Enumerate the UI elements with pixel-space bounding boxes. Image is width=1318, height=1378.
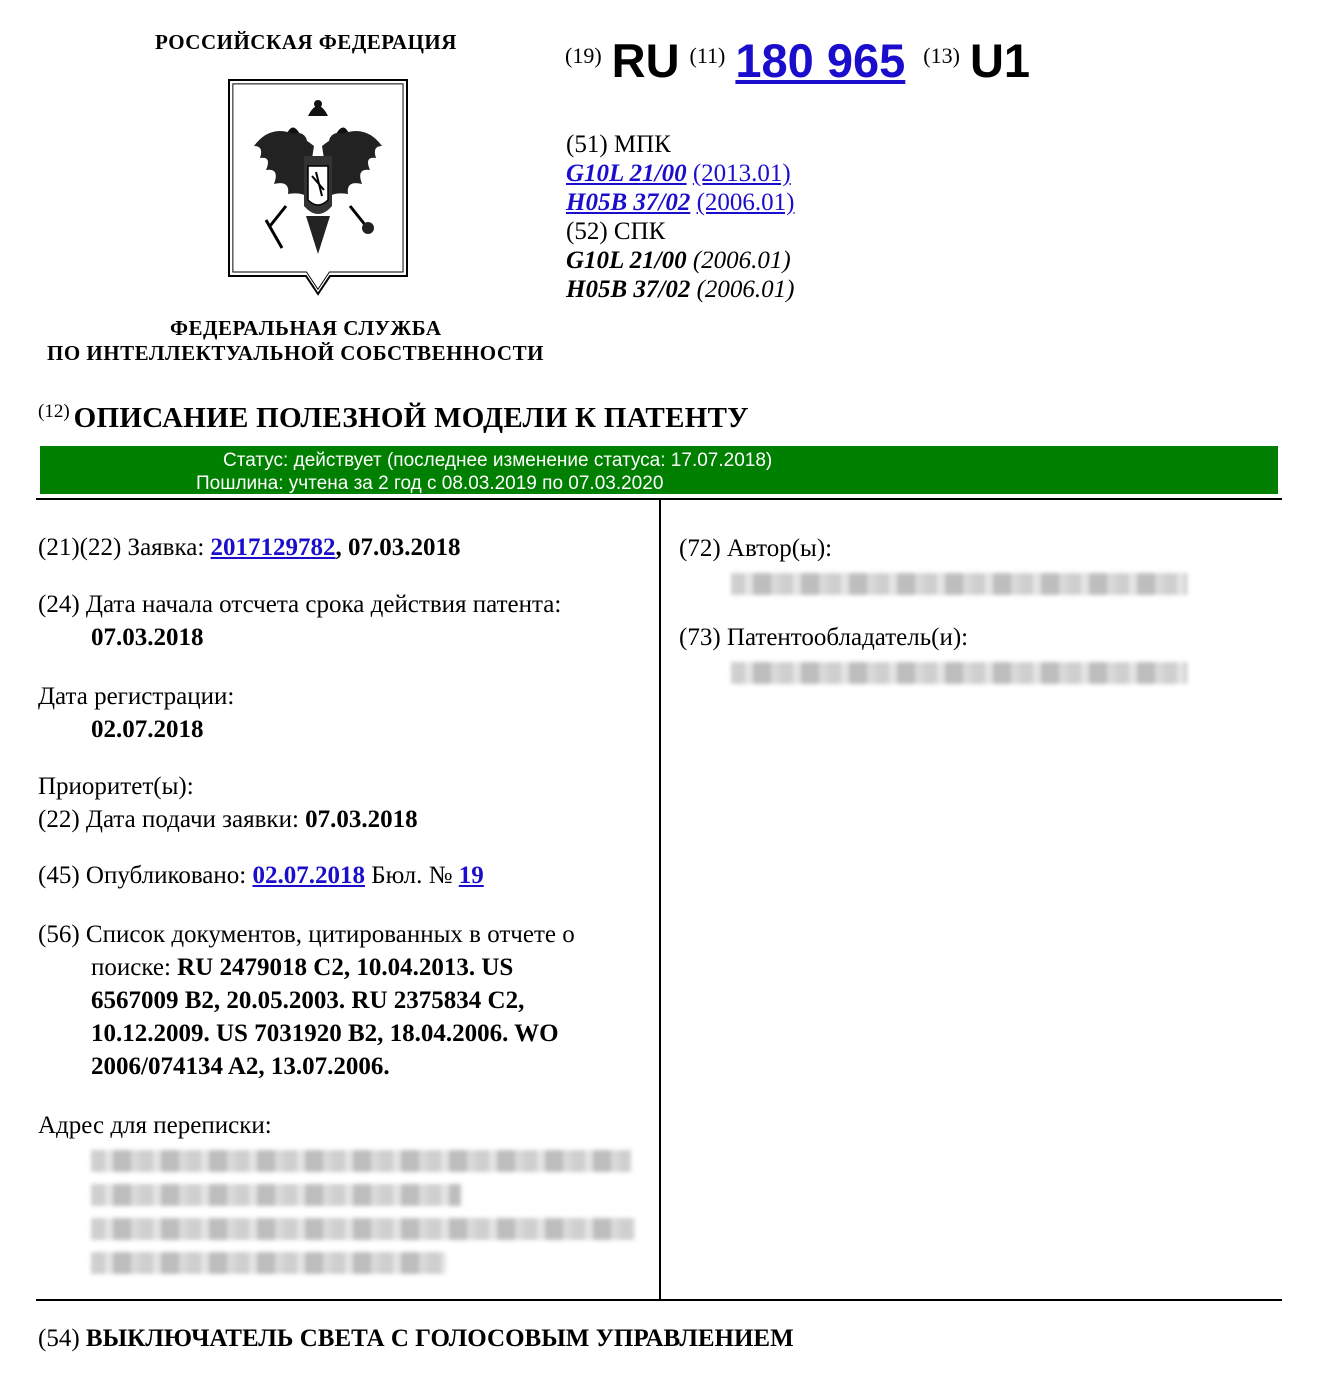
- cited-docs-text: 2006/074134 A2, 13.07.2006.: [91, 1053, 390, 1080]
- bulletin-number-link[interactable]: 19: [458, 862, 484, 889]
- cited-docs-text: 10.12.2009. US 7031920 B2, 18.04.2006. WO: [91, 1020, 559, 1047]
- invention-title-row: [38, 1322, 794, 1355]
- russian-coat-of-arms-icon: [226, 76, 410, 298]
- filing-label: (22) Дата подачи заявки:: [38, 806, 299, 833]
- redacted-authors: [731, 573, 1187, 595]
- spk-row: [566, 246, 794, 275]
- redacted-address: [91, 1218, 635, 1240]
- cited-docs-row: [91, 951, 513, 984]
- mpk-code-link[interactable]: H05B 37/02: [566, 189, 691, 216]
- kind-code: U1: [969, 34, 1031, 87]
- spk-label: (52) СПК: [566, 218, 666, 245]
- registration-label: Дата регистрации:: [38, 683, 235, 710]
- mpk-version-link[interactable]: (2006.01): [696, 189, 795, 216]
- mpk-version-link[interactable]: (2013.01): [692, 160, 791, 187]
- cited-docs-label: (56) Список документов, цитированных в отчете о: [38, 921, 575, 948]
- bulletin-label: Бюл. №: [371, 862, 453, 889]
- country-name: РОССИЙСКАЯ ФЕДЕРАЦИЯ: [155, 30, 457, 54]
- patent-number-link[interactable]: 180 965: [735, 34, 906, 87]
- address-label: Адрес для переписки:: [38, 1112, 272, 1139]
- status-line: Статус: действует (последнее изменение статуса: 17.07.2018): [223, 450, 773, 471]
- application-row: [38, 531, 461, 564]
- invention-title: ВЫКЛЮЧАТЕЛЬ СВЕТА С ГОЛОСОВЫМ УПРАВЛЕНИЕМ: [85, 1325, 794, 1352]
- status-bar: [40, 446, 1278, 494]
- owners-label: (73) Патентообладатель(и):: [679, 624, 969, 651]
- cited-docs-label-cont: поиске:: [91, 954, 171, 981]
- column-divider: [659, 500, 661, 1300]
- code-13: (13): [923, 43, 960, 68]
- code-11: (11): [689, 43, 726, 68]
- mpk-row: [566, 188, 794, 217]
- agency-line-2: ПО ИНТЕЛЛЕКТУАЛЬНОЙ СОБСТВЕННОСТИ: [47, 341, 544, 365]
- redacted-owners: [731, 662, 1187, 684]
- start-date: 07.03.2018: [91, 624, 204, 651]
- authors-label: (72) Автор(ы):: [679, 535, 833, 562]
- spk-version: (2006.01): [692, 247, 791, 274]
- cited-docs-text: RU 2479018 C2, 10.04.2013. US: [177, 954, 514, 981]
- bottom-divider: [36, 1299, 1282, 1301]
- application-label: (21)(22) Заявка:: [38, 534, 205, 561]
- cited-docs-text: 6567009 B2, 20.05.2003. RU 2375834 C2,: [91, 987, 525, 1014]
- document-title-text: ОПИСАНИЕ ПОЛЕЗНОЙ МОДЕЛИ К ПАТЕНТУ: [73, 402, 749, 434]
- classification-block: [566, 130, 794, 304]
- mpk-row: [566, 159, 794, 188]
- code-19: (19): [565, 43, 602, 68]
- agency-line-1: ФЕДЕРАЛЬНАЯ СЛУЖБА: [170, 316, 442, 340]
- spk-code: G10L 21/00: [566, 247, 687, 274]
- filing-date: 07.03.2018: [305, 806, 418, 833]
- redacted-address: [91, 1184, 461, 1206]
- published-row: [38, 859, 484, 892]
- priority-label: Приоритет(ы):: [38, 773, 194, 800]
- spk-row: [566, 275, 794, 304]
- country-code: RU: [611, 34, 680, 87]
- patent-number-line: [565, 33, 1030, 88]
- redacted-address: [91, 1150, 631, 1172]
- filing-row: [38, 803, 418, 836]
- mpk-code-link[interactable]: G10L 21/00: [566, 160, 687, 187]
- registration-date: 02.07.2018: [91, 716, 204, 743]
- published-label: (45) Опубликовано:: [38, 862, 247, 889]
- code-12: (12): [38, 401, 70, 422]
- document-title: [38, 402, 749, 435]
- spk-code: H05B 37/02: [566, 276, 691, 303]
- start-date-label: (24) Дата начала отсчета срока действия патента:: [38, 591, 562, 618]
- application-date: , 07.03.2018: [335, 534, 461, 561]
- fee-line: Пошлина: учтена за 2 год с 08.03.2019 по 07.03.2020: [196, 473, 664, 494]
- mpk-label: (51) МПК: [566, 131, 671, 158]
- redacted-address: [91, 1252, 446, 1274]
- application-number-link[interactable]: 2017129782: [210, 534, 336, 561]
- published-date-link[interactable]: 02.07.2018: [252, 862, 365, 889]
- spk-version: (2006.01): [696, 276, 795, 303]
- code-54: (54): [38, 1325, 80, 1352]
